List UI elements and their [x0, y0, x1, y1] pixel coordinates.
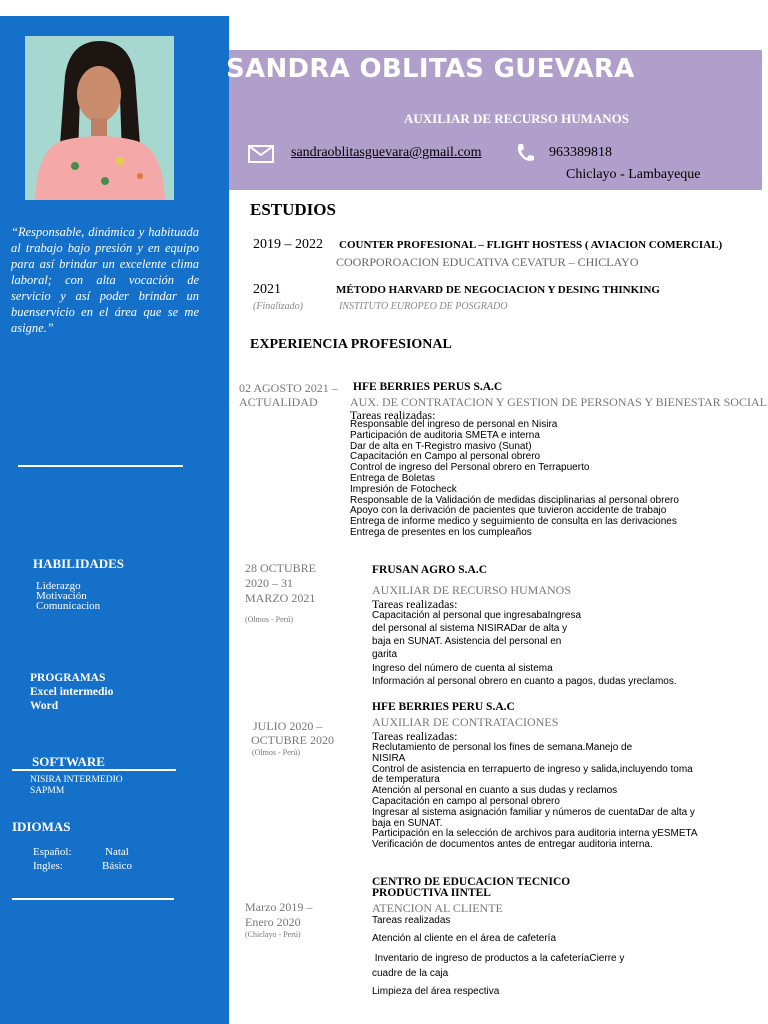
job-date: Enero 2020: [245, 915, 301, 929]
job-location: (Chiclayo - Perú): [245, 930, 301, 939]
study-date: 2019 – 2022: [253, 237, 323, 252]
task-item: Impresión de Fotocheck: [350, 483, 457, 495]
task-item: Entrega de presentes en los cumpleaños: [350, 526, 532, 538]
job-date: 02 AGOSTO 2021 –: [239, 381, 338, 395]
task-item: Apoyo con la derivación de pacientes que tuvieron accidente de trabajo: [350, 505, 667, 517]
phone-number: 963389818: [549, 145, 612, 160]
languages-title: IDIOMAS: [12, 819, 71, 834]
job-date: ACTUALIDAD: [239, 395, 318, 409]
experience-title: EXPERIENCIA PROFESIONAL: [250, 337, 452, 352]
tasks-title: Tareas realizadas: [372, 915, 451, 926]
job-role: ATENCION AL CLIENTE: [372, 901, 503, 915]
study-institution: COORPOROACION EDUCATIVA CEVATUR – CHICLAYO: [336, 255, 639, 269]
study-institution: INSTITUTO EUROPEO DE POSGRADO: [339, 301, 508, 312]
candidate-name: SANDRA OBLITAS GUEVARA: [226, 54, 635, 84]
mail-icon: [248, 145, 274, 168]
job-date: OCTUBRE 2020: [251, 733, 335, 747]
software-item: NISIRA INTERMEDIO: [30, 775, 123, 785]
task-item: Entrega de informe medico y seguimiento de consulta en las derivaciones: [350, 516, 677, 528]
programs-title: PROGRAMAS: [30, 672, 106, 684]
task-item: Control de ingreso del Personal obrero en Terrapuerto: [350, 462, 590, 474]
job-company: CENTRO DE EDUCACION TECNICO: [372, 876, 571, 888]
task-item: Reclutamiento de personal los fines de semana.Manejo de: [372, 742, 633, 753]
language-name: Ingles:: [33, 860, 63, 872]
study-note: (Finalizado): [253, 301, 303, 312]
divider: [12, 769, 176, 771]
task-item: Responsable del ingreso de personal en Nisira: [350, 419, 558, 430]
task-item: Entrega de Boletas: [350, 472, 436, 484]
skill-item: Liderazgo: [36, 580, 81, 592]
task-item: Atención al cliente en el área de cafetería: [372, 933, 557, 944]
task-item: Responsable de la Validación de medidas disciplinarias al personal obrero: [350, 494, 679, 506]
software-item: SAPMM: [30, 786, 65, 796]
program-item: Excel intermedio: [30, 686, 114, 698]
task-item: del personal al sistema NISIRADar de alta y: [372, 623, 568, 634]
skills-title: HABILIDADES: [33, 556, 125, 571]
task-list: [350, 420, 679, 539]
job-date: MARZO 2021: [245, 591, 316, 605]
job-company: FRUSAN AGRO S.A.C: [372, 564, 488, 576]
task-item: garita: [372, 649, 398, 660]
task-item: baja en SUNAT.: [372, 817, 443, 829]
task-item: Capacitación en Campo al personal obrero: [350, 451, 541, 463]
candidate-role: AUXILIAR DE RECURSO HUMANOS: [404, 111, 629, 126]
city: Chiclayo - Lambayeque: [566, 167, 701, 182]
language-name: Español:: [33, 846, 72, 858]
job-date: 2020 – 31: [245, 576, 293, 590]
task-item: Limpieza del área respectiva: [372, 986, 500, 997]
job-location: (Olmos - Perú): [252, 748, 300, 757]
language-level: Natal: [105, 846, 129, 858]
task-item: baja en SUNAT. Asistencia del personal en: [372, 636, 562, 647]
job-location: (Olmos - Perú): [245, 615, 293, 624]
task-item: NISIRA: [372, 752, 406, 764]
task-item: Participación en la selección de archivos para auditoria interna yESMETA: [372, 828, 698, 840]
job-date: Marzo 2019 –: [245, 900, 313, 914]
task-item: Dar de alta en T-Registro masivo (Sunat): [350, 440, 532, 452]
job-role: AUXILIAR DE CONTRATACIONES: [372, 715, 559, 729]
skill-item: Motivación: [36, 590, 87, 602]
phone-icon: [515, 142, 535, 169]
skill-item: Comunicacion: [36, 600, 101, 612]
task-item: cuadre de la caja: [372, 968, 449, 979]
job-role: AUX. DE CONTRATACION Y GESTION DE PERSONAS Y BIENESTAR SOCIAL: [350, 395, 767, 409]
study-program: MÉTODO HARVARD DE NEGOCIACION Y DESING THINKING: [336, 284, 660, 296]
divider: [12, 898, 174, 900]
task-item: Verificación de documentos antes de entregar auditoria interna.: [372, 839, 653, 851]
email-link[interactable]: sandraoblitasguevara@gmail.com: [291, 145, 482, 160]
task-item: Ingreso del número de cuenta al sistema: [372, 663, 553, 674]
tasks-title: Tareas realizadas:: [372, 597, 458, 611]
job-date: 28 OCTUBRE: [245, 561, 317, 575]
program-item: Word: [30, 700, 59, 712]
task-item: Ingresar al sistema asignación familiar y números de cuentaDar de alta y: [372, 806, 695, 818]
task-item: Atención al personal en cuanto a sus dudas y reclamos: [372, 785, 618, 797]
studies-title: ESTUDIOS: [250, 200, 336, 219]
profile-quote: “Responsable, dinámica y habituada al trabajo bajo presión y en equipo para así brindar un excelente clima laboral; con alta vocación de servicio y así poder brindar un buenservicio en el área que se me asigne.”: [11, 225, 199, 335]
job-date: JULIO 2020 –: [253, 719, 323, 733]
job-company: PRODUCTIVA IINTEL: [372, 887, 491, 899]
study-date: 2021: [253, 282, 281, 297]
divider: [18, 465, 183, 467]
task-item: Información al personal obrero en cuanto a pagos, dudas yreclamos.: [372, 676, 677, 687]
job-role: AUXILIAR DE RECURSO HUMANOS: [372, 583, 572, 597]
task-list: [372, 743, 698, 851]
tasks-title: Tareas realizadas:: [372, 729, 458, 743]
task-item: Capacitación en campo al personal obrero: [372, 795, 560, 807]
task-item: Inventario de ingreso de productos a la cafeteríaCierre y: [372, 953, 625, 964]
task-item: Participación de auditoria SMETA e interna: [350, 429, 540, 441]
job-company: HFE BERRIES PERUS S.A.C: [353, 381, 503, 393]
language-level: Básico: [102, 860, 132, 872]
study-program: COUNTER PROFESIONAL – FLIGHT HOSTESS ( AVIACION COMERCIAL): [339, 239, 723, 251]
task-item: Capacitación al personal que ingresabaIngresa: [372, 610, 582, 621]
task-item: Control de asistencia en terrapuerto de ingreso y salida,incluyendo toma: [372, 763, 693, 775]
task-item: de temperatura: [372, 774, 440, 786]
tasks-title: Tareas realizadas:: [350, 408, 436, 422]
job-company: HFE BERRIES PERU S.A.C: [372, 701, 515, 713]
software-title: SOFTWARE: [32, 754, 105, 769]
profile-photo: [25, 36, 174, 200]
